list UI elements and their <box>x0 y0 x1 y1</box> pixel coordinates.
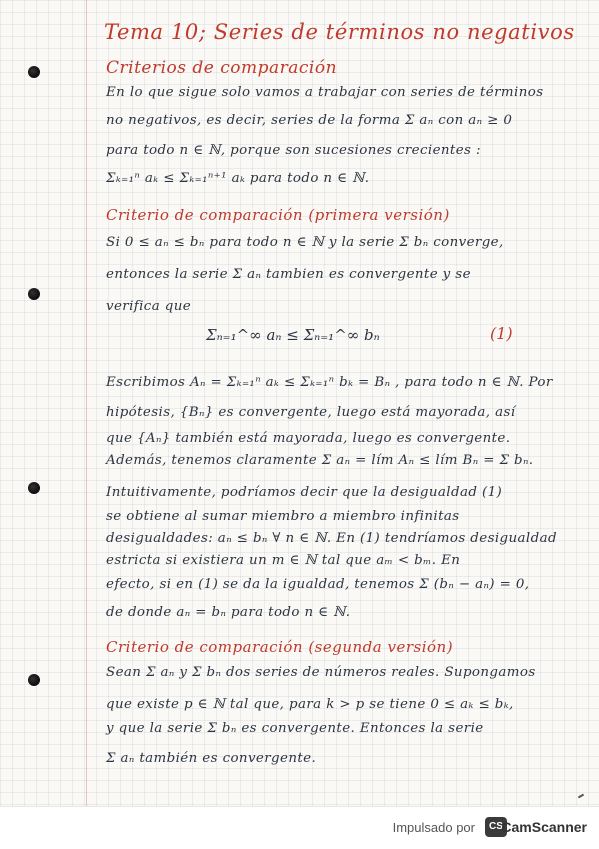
text-line: Intuitivamente, podríamos decir que la desigualdad (1) <box>106 485 503 500</box>
binder-hole <box>28 674 40 686</box>
binder-hole <box>28 288 40 300</box>
main-inequality: Σₙ₌₁^∞ aₙ ≤ Σₙ₌₁^∞ bₙ <box>206 326 380 344</box>
section-heading-second-version: Criterio de comparación (segunda versión) <box>106 638 454 656</box>
camscanner-brand[interactable]: CamScanner <box>501 819 587 835</box>
binder-hole <box>28 482 40 494</box>
text-line: Si 0 ≤ aₙ ≤ bₙ para todo n ∈ ℕ y la serie Σ bₙ converge, <box>106 235 504 250</box>
text-line: Además, tenemos claramente Σ aₙ = lím Aₙ ≤ lím Bₙ = Σ bₙ. <box>106 453 534 468</box>
page-title: Tema 10; Series de términos no negativos <box>104 20 575 44</box>
binder-hole <box>28 66 40 78</box>
text-line: entonces la serie Σ aₙ tambien es convergente y se <box>106 267 471 282</box>
text-line: Σₖ₌₁ⁿ aₖ ≤ Σₖ₌₁ⁿ⁺¹ aₖ para todo n ∈ ℕ. <box>106 171 370 186</box>
section-heading-comparison: Criterios de comparación <box>106 58 338 78</box>
text-line: Escribimos Aₙ = Σₖ₌₁ⁿ aₖ ≤ Σₖ₌₁ⁿ bₖ = Bₙ , para todo n ∈ ℕ. Por <box>106 375 553 390</box>
text-line: que existe p ∈ ℕ tal que, para k > p se tiene 0 ≤ aₖ ≤ bₖ, <box>106 697 514 712</box>
text-line: no negativos, es decir, series de la forma Σ aₙ con aₙ ≥ 0 <box>106 113 513 128</box>
pen-mark <box>578 794 584 799</box>
equation-number: (1) <box>490 324 513 343</box>
text-line: Sean Σ aₙ y Σ bₙ dos series de números reales. Supongamos <box>106 665 536 680</box>
text-line: y que la serie Σ bₙ es convergente. Entonces la serie <box>106 721 484 736</box>
text-line: efecto, si en (1) se da la igualdad, tenemos Σ (bₙ − aₙ) = 0, <box>106 577 530 592</box>
text-line: para todo n ∈ ℕ, porque son sucesiones crecientes : <box>106 143 481 158</box>
text-line: verifica que <box>106 299 192 314</box>
section-heading-first-version: Criterio de comparación (primera versión) <box>106 206 450 224</box>
camscanner-logo-icon: CS <box>485 817 507 837</box>
text-line: En lo que sigue solo vamos a trabajar con series de términos <box>106 85 544 100</box>
scanner-footer <box>0 806 599 849</box>
text-line: de donde aₙ = bₙ para todo n ∈ ℕ. <box>106 605 351 620</box>
text-line: Σ aₙ también es convergente. <box>106 751 317 766</box>
margin-line <box>86 0 87 820</box>
powered-by-text: Impulsado por <box>392 820 475 835</box>
text-line: hipótesis, {Bₙ} es convergente, luego está mayorada, así <box>106 405 516 420</box>
text-line: estricta si existiera un m ∈ ℕ tal que aₘ < bₘ. En <box>106 553 461 568</box>
text-line: desigualdades: aₙ ≤ bₙ ∀ n ∈ ℕ. En (1) tendríamos desigualdad <box>106 531 557 546</box>
text-line: se obtiene al sumar miembro a miembro infinitas <box>106 509 460 524</box>
text-line: que {Aₙ} también está mayorada, luego es convergente. <box>106 431 511 446</box>
